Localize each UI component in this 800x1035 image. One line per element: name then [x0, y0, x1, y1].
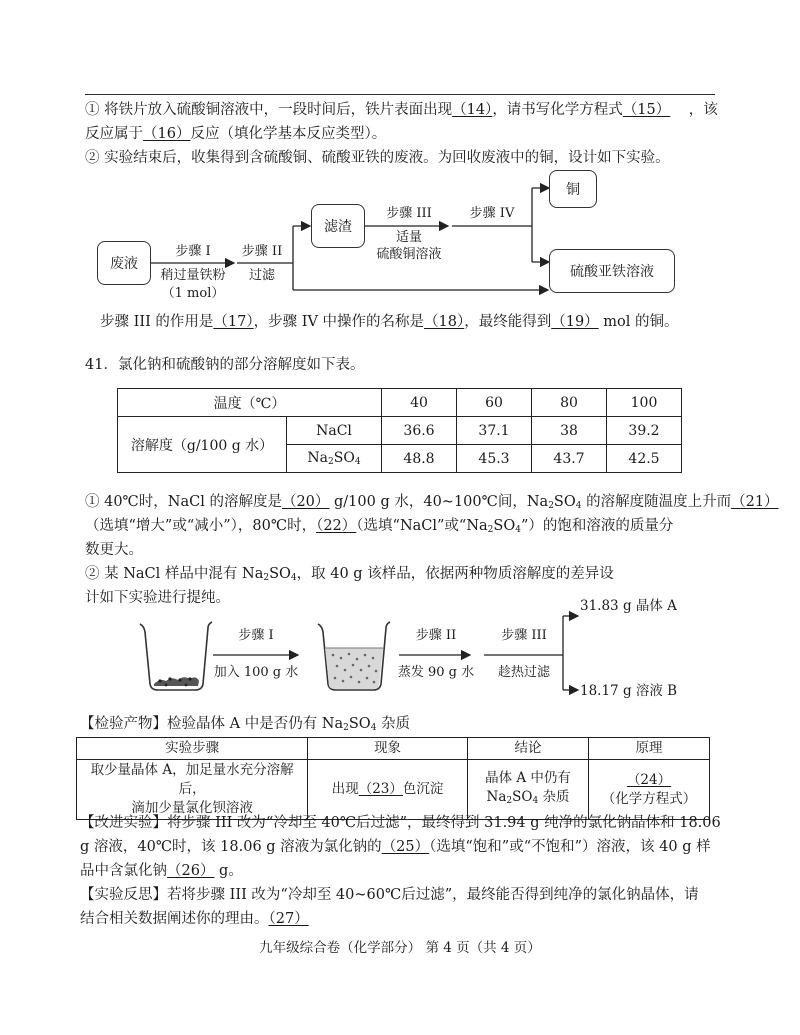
blank-14: （14） [452, 102, 493, 118]
exp-conclusion-cell: 晶体 A 中仍有 $Na_2SO_4$ 杂质 [467, 760, 588, 820]
blank-26: （26） [167, 863, 215, 879]
exp-header-phenomenon: 现象 [308, 738, 468, 760]
blank-22: （22） [316, 518, 357, 534]
q40-line1: ① 将铁片放入硫酸铜溶液中，一段时间后，铁片表面出现（14），请书写化学方程式（15） ，该 [85, 102, 718, 118]
q41-p1-line1: ① 40℃时，NaCl 的溶解度是（20） g/100 g 水，40~100℃间，$Na_2SO_4$ 的溶解度随温度上升而（21） [85, 494, 779, 511]
q41-p1-line3: 数更大。 [85, 542, 143, 558]
temp-80: 80 [532, 389, 607, 417]
page-footer: 九年级综合卷（化学部分） 第 4 页（共 4 页） [259, 940, 541, 956]
reflect-line1: 【实验反思】若将步骤 III 改为“冷却至 40~60℃后过滤”，最终能否得到纯净的氯化钠晶体，请 [80, 887, 699, 903]
step1-reagent: 稍过量铁粉 [160, 268, 226, 283]
step3-label: 步骤 III [386, 206, 432, 221]
blank-18: （18） [424, 314, 465, 330]
blank-20: （20） [281, 494, 330, 510]
copper-box: 铜 [549, 170, 597, 208]
blank-16: （16） [143, 126, 191, 142]
q40-line3: ② 实验结束后，收集得到含硫酸铜、硫酸亚铁的废液。为回收废液中的铜，设计如下实验。 [85, 150, 670, 166]
blank-15: （15） [622, 102, 671, 118]
q41-p1-line2: （选填“增大”或“减小”），80℃时，（22）（选填“NaCl”或“$Na_2SO_4$”）的饱和溶液的质量分 [85, 518, 674, 535]
ferrous-sulfate-box: 硫酸亚铁溶液 [549, 249, 675, 293]
blank-25: （25） [381, 839, 430, 855]
step1-label: 步骤 I [175, 244, 211, 259]
solubility-label: 溶解度（g/100 g 水） [118, 417, 287, 473]
q41-p2-line2: 计如下实验进行提纯。 [85, 590, 230, 606]
q40-line4: 步骤 III 的作用是（17），步骤 IV 中操作的名称是（18），最终能得到（19） mol 的铜。 [100, 314, 679, 330]
inspect-title: 【检验产物】检验晶体 A 中是否仍有 $Na_2SO_4$ 杂质 [80, 716, 411, 733]
flow2-add-water: 加入 100 g 水 [213, 665, 299, 680]
q41-p2-line1: ② 某 NaCl 样品中混有 $Na_2SO_4$，取 40 g 该样品，依据两种物质溶解度的差异设 [85, 566, 614, 583]
exp-steps-cell: 取少量晶体 A，加足量水充分溶解后， 滴加少量氯化钡溶液 [77, 760, 308, 820]
solution-b-label: 18.17 g 溶液 B [580, 683, 678, 699]
na2so4-80: 43.7 [532, 445, 607, 473]
beaker-empty-icon [140, 622, 212, 690]
step2-label: 步骤 II [241, 244, 283, 259]
inspection-table [76, 737, 710, 820]
na2so4-100: 42.5 [607, 445, 682, 473]
improve-line3: 品中含氯化钠（26） g。 [80, 863, 243, 879]
exp-phenomenon-cell: 出现（23）色沉淀 [308, 760, 468, 820]
flow2-step3: 步骤 III [501, 628, 547, 643]
nacl-label: NaCl [287, 417, 382, 445]
step4-label: 步骤 IV [469, 206, 515, 221]
na2so4-label: $Na_2SO_4$ [287, 445, 382, 473]
nacl-60: 37.1 [457, 417, 532, 445]
exp-header-conclusion: 结论 [467, 738, 588, 760]
reflect-line2: 结合相关数据阐述你的理由。（27） [80, 911, 309, 927]
q40-line2: 反应属于（16）反应（填化学基本反应类型）。 [85, 126, 387, 142]
temp-40: 40 [382, 389, 457, 417]
q41-title: 41．氯化钠和硫酸钠的部分溶解度如下表。 [85, 357, 365, 373]
nacl-100: 39.2 [607, 417, 682, 445]
blank-24: （24） [626, 771, 672, 788]
crystal-a-label: 31.83 g 晶体 A [580, 598, 677, 614]
blank-21: （21） [731, 494, 779, 510]
exp-header-steps: 实验步骤 [77, 738, 308, 760]
beaker-solution-icon [318, 622, 390, 690]
exp-header-principle: 原理 [589, 738, 710, 760]
blank-27: （27） [268, 911, 309, 927]
improve-line1: 【改进实验】将步骤 III 改为“冷却至 40℃后过滤”，最终得到 31.94 g 纯净的氯化钠晶体和 18.06 [80, 815, 721, 831]
nacl-40: 36.6 [382, 417, 457, 445]
solubility-table [117, 388, 682, 473]
step3-amount: 适量 [395, 230, 422, 245]
flow2-step2: 步骤 II [415, 628, 457, 643]
na2so4-60: 45.3 [457, 445, 532, 473]
blank-19: （19） [551, 314, 599, 330]
step3-reagent: 硫酸铜溶液 [376, 247, 442, 262]
flow2-hot-filter: 趁热过滤 [497, 665, 550, 680]
step2-op: 过滤 [248, 268, 275, 283]
temp-100: 100 [607, 389, 682, 417]
waste-box: 废液 [97, 241, 151, 285]
blank-17: （17） [213, 314, 254, 330]
exp-principle-cell: （24） （化学方程式） [589, 760, 710, 820]
na2so4-40: 48.8 [382, 445, 457, 473]
residue-box: 滤渣 [311, 204, 365, 248]
flow2-step1: 步骤 I [238, 628, 274, 643]
improve-line2: g 溶液，40℃时，该 18.06 g 溶液为氯化钠的（25）（选填“饱和”或“不饱和”）溶液，该 40 g 样 [80, 839, 711, 855]
temp-header: 温度（℃） [118, 389, 382, 417]
nacl-80: 38 [532, 417, 607, 445]
blank-23: （23） [358, 781, 403, 797]
step1-amount: （1 mol） [161, 286, 225, 301]
temp-60: 60 [457, 389, 532, 417]
flow2-evaporate: 蒸发 90 g 水 [397, 665, 475, 680]
